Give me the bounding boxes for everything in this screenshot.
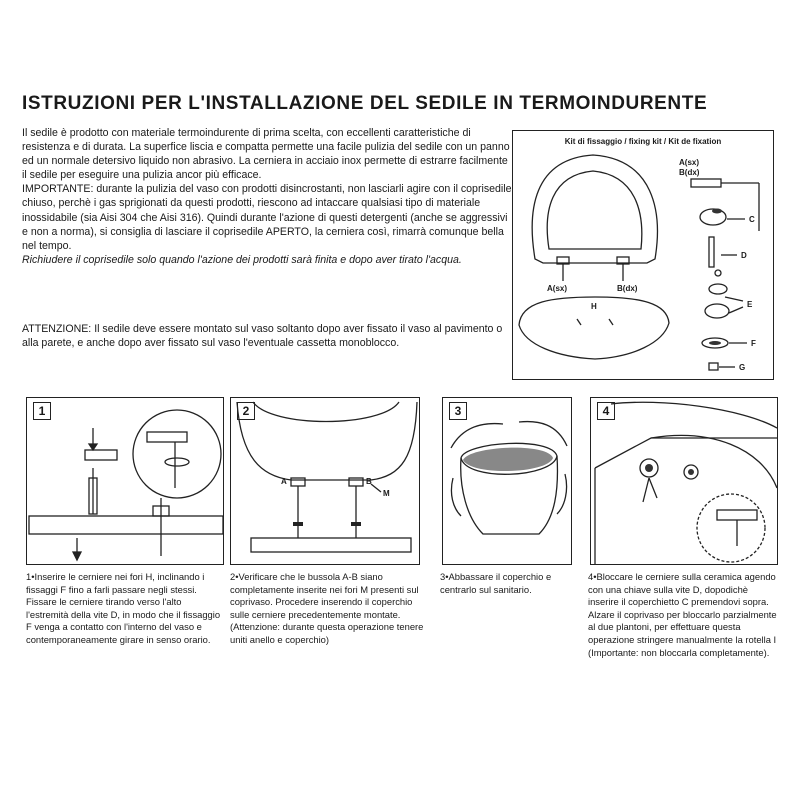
kit-label-e: E [747,300,753,309]
kit-label-b-dx: B(dx) [679,168,700,177]
intro-paragraph-important: IMPORTANTE: durante la pulizia del vaso con prodotti disincrostanti, non lasciarli agire con il coprisedile chiuso, perchè i gas sprigionati da questi prodotti, riescono ad intaccare qualsiasi tipo di materiale inossidabile (sia Aisi 304 che Aisi 316). Quindi durante l'azione di questi detergenti (anche se aggressivi e non a norma), si consiglia di lasciare il coprisedile APERTO, la cerniera così, rimarrà comunque bella nel tempo. [22,183,512,252]
step-2-caption-note: (Attenzione: durante questa operazione tenere uniti anello e coperchio) [230,621,424,645]
step-1-illustration [27,398,224,565]
kit-label-c: C [749,215,755,224]
kit-label-a-sx: A(sx) [679,158,700,167]
step-2-illustration [231,398,420,565]
kit-label-d: D [741,251,747,260]
step-2-caption [230,571,430,647]
attention-paragraph: ATTENZIONE: Il sedile deve essere montato sul vaso soltanto dopo aver fissato il vaso al pavimento o alla parete, e anche dopo aver fissato sul vaso l'eventuale cassetta monoblocco. [22,323,503,350]
step-2-label-a: A [281,477,287,486]
step-2-caption-text: 2•Verificare che le bussola A-B siano completamente inserite nei fori M presenti sul coprivaso. Procedere inserendo il coperchio sulle cerniere precedentemente montate. [230,571,419,620]
step-3-caption: 3•Abbassare il coperchio e centrarlo sul sanitario. [440,571,552,595]
step-1-caption: 1•Inserire le cerniere nei fori H, inclinando i fissaggi F fino a farli passare negli stessi. Fissare le cerniere tirando verso l'alto l'estremità della vite D, in modo che il fissaggio F venga a contatto con l'interno del vaso e contemporaneamente girare in senso orario. [26,571,221,645]
fixing-e [709,284,727,294]
step-2-label-m: M [383,489,390,498]
step-2-panel [230,397,420,565]
kit-label-g: G [739,363,746,372]
kit-label-h: H [591,302,597,311]
fixing-kit-box [512,130,774,380]
hinge-part-ab [691,179,721,187]
step-3-illustration [443,398,572,565]
screw-d [709,237,714,267]
installation-steps [26,397,778,567]
step-1-number: 1 [33,402,51,420]
kit-label-a-sx-bottom: A(sx) [547,284,568,293]
step-2-label-b: B [366,477,372,486]
step-4-illustration [591,398,778,565]
intro-text [22,126,512,267]
fixing-kit-illustration [513,131,775,381]
page-title: ISTRUZIONI PER L'INSTALLAZIONE DEL SEDILE IN TERMOINDURENTE [22,93,708,114]
fixing-kit-title: Kit di fissaggio / fixing kit / Kit de fixation [564,137,722,146]
step-2-number: 2 [237,402,255,420]
kit-label-b-dx-bottom: B(dx) [617,284,638,293]
intro-paragraph-description: Il sedile è prodotto con materiale termoindurente di prima scelta, con eccellenti caratteristiche di resistenza e di durata. La superfice liscia e compatta permette una facile pulizia del sedile con un panno ed un normale detersivo liquido non abrasivo. La cerniera in acciaio inox permette di estrarre facilmente il sedile per eseguire una pulizia ancor più efficace. [22,127,510,182]
step-3-panel [442,397,572,565]
step-4-panel [590,397,778,565]
step-4-number: 4 [597,402,615,420]
kit-label-f: F [751,339,756,348]
step-1-panel [26,397,224,565]
intro-paragraph-note: Richiudere il coprisedile solo quando l'azione dei prodotti sarà finita e dopo aver tirato l'acqua. [22,253,462,266]
step-4-caption: 4•Bloccare le cerniere sulla ceramica agendo con una chiave sulla vite D, dopodichè inserire il coperchietto C premendovi sopra. Alzare il coprivaso per bloccarlo parzialmente al due plantoni, per effettuare questa operazione stringere manualmente la rotella I (Importante: non bloccarla completamente). [588,571,777,658]
part-g [709,363,718,370]
step-3-number: 3 [449,402,467,420]
